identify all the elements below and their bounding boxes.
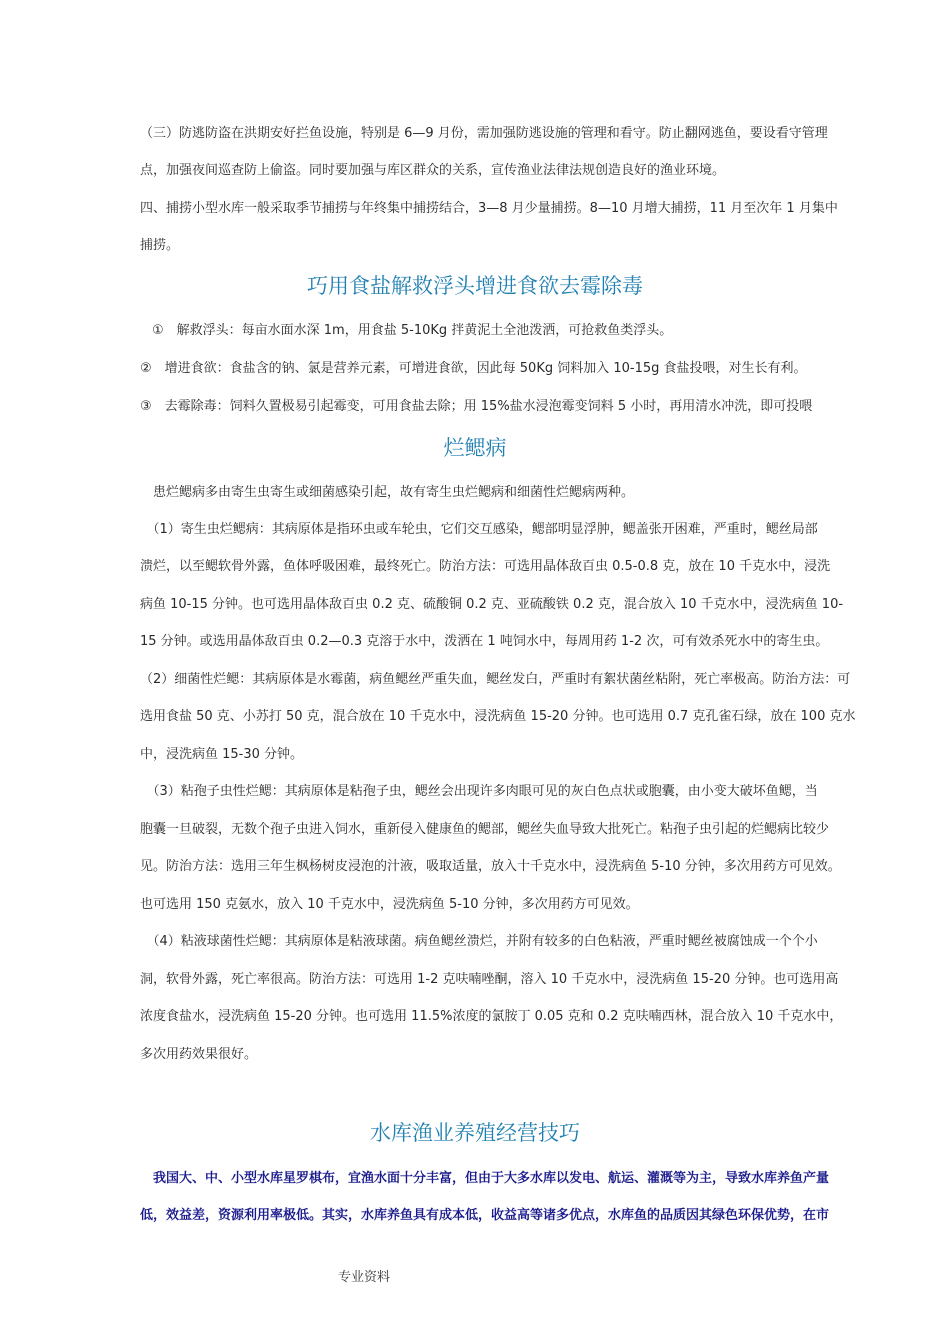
paragraph-line: 浓度食盐水，浸洗病鱼 15-20 分钟。也可选用 11.5%浓度的氯胺丁 0.05 克和 0.2 克呋喃西林，混合放入 10 千克水中， bbox=[140, 1009, 843, 1024]
list-item: ② 增进食欲：食盐含的钠、氯是营养元素，可增进食欲，因此每 50Kg 饲料加入 10-15g 食盐投喂，对生长有利。 bbox=[140, 361, 807, 376]
paragraph-line: 多次用药效果很好。 bbox=[140, 1047, 258, 1062]
paragraph-line: 捕捞。 bbox=[140, 238, 180, 253]
paragraph-line: 点，加强夜间巡查防上偷盗。同时要加强与库区群众的关系，宣传渔业法律法规创造良好的渔业环境。 bbox=[140, 163, 726, 178]
paragraph-line: 中，浸洗病鱼 15-30 分钟。 bbox=[140, 747, 304, 762]
paragraph-line: 溃烂，以至鳃软骨外露，鱼体呼吸困难，最终死亡。防治方法：可选用晶体敌百虫 0.5-0.8 克，放在 10 千克水中，浸洗 bbox=[140, 559, 831, 574]
paragraph-line: （4）粘液球菌性烂鳃：其病原体是粘液球菌。病鱼鳃丝溃烂，并附有较多的白色粘液，严重时鳃丝被腐蚀成一个个小 bbox=[140, 934, 818, 949]
paragraph-line: （三）防逃防盗在洪期安好拦鱼设施，特别是 6—9 月份，需加强防逃设施的管理和看守。防止翻网逃鱼，要设看守管理 bbox=[140, 126, 828, 141]
paragraph-line: （1）寄生虫烂鳃病：其病原体是指环虫或车轮虫，它们交互感染，鳃部明显浮肿，鳃盖张开困难，严重时，鳃丝局部 bbox=[140, 522, 818, 537]
list-item: ① 解救浮头：每亩水面水深 1m，用食盐 5-10Kg 拌黄泥土全池泼洒，可抢救鱼类浮头。 bbox=[152, 323, 673, 338]
paragraph-line: 我国大、中、小型水库星罗棋布，宜渔水面十分丰富，但由于大多水库以发电、航运、灌溉等为主，导致水库养鱼产量 bbox=[140, 1171, 830, 1186]
list-item: ③ 去霉除毒：饲料久置极易引起霉变，可用食盐去除；用 15%盐水浸泡霉变饲料 5 小时，再用清水冲洗，即可投喂 bbox=[140, 399, 813, 414]
paragraph-line: （2）细菌性烂鳃：其病原体是水霉菌，病鱼鳃丝严重失血，鳃丝发白，严重时有絮状菌丝粘附，死亡率极高。防治方法：可 bbox=[140, 672, 851, 687]
page-footer: 专业资料 bbox=[338, 1270, 391, 1285]
section-title-salt: 巧用食盐解救浮头增进食欲去霉除毒 bbox=[307, 274, 643, 298]
paragraph-line: （3）粘孢子虫性烂鳃：其病原体是粘孢子虫，鳃丝会出现许多肉眼可见的灰白色点状或胞囊，由小变大破坏鱼鳃，当 bbox=[140, 784, 818, 799]
section-title-reservoir: 水库渔业养殖经营技巧 bbox=[370, 1121, 580, 1145]
paragraph-line: 也可选用 150 克氨水，放入 10 千克水中，浸洗病鱼 5-10 分钟，多次用药方可见效。 bbox=[140, 897, 639, 912]
paragraph-line: 四、捕捞小型水库一般采取季节捕捞与年终集中捕捞结合，3—8 月少量捕捞。8—10 月增大捕捞，11 月至次年 1 月集中 bbox=[140, 201, 838, 216]
paragraph-line: 选用食盐 50 克、小苏打 50 克，混合放在 10 千克水中，浸洗病鱼 15-20 分钟。也可选用 0.7 克孔雀石绿，放在 100 克水 bbox=[140, 709, 856, 724]
paragraph-line: 15 分钟。或选用晶体敌百虫 0.2—0.3 克溶于水中，泼洒在 1 吨饲水中，每周用药 1-2 次，可有效杀死水中的寄生虫。 bbox=[140, 634, 829, 649]
paragraph-line: 患烂鳃病多由寄生虫寄生或细菌感染引起，故有寄生虫烂鳃病和细菌性烂鳃病两种。 bbox=[140, 485, 635, 500]
paragraph-line: 洞，软骨外露，死亡率很高。防治方法：可选用 1-2 克呋喃唑酮，溶入 10 千克水中，浸洗病鱼 15-20 分钟。也可选用高 bbox=[140, 972, 839, 987]
paragraph-line: 病鱼 10-15 分钟。也可选用晶体敌百虫 0.2 克、硫酸铜 0.2 克、亚硫酸铁 0.2 克，混合放入 10 千克水中，浸洗病鱼 10- bbox=[140, 597, 844, 612]
section-title-gill: 烂鳃病 bbox=[443, 436, 507, 460]
paragraph-line: 胞囊一旦破裂，无数个孢子虫进入饲水，重新侵入健康鱼的鳃部，鳃丝失血导致大批死亡。粘孢子虫引起的烂鳃病比较少 bbox=[140, 822, 830, 837]
paragraph-line: 见。防治方法：选用三年生枫杨树皮浸泡的汁液，吸取适量，放入十千克水中，浸洗病鱼 5-10 分钟，多次用药方可见效。 bbox=[140, 859, 841, 874]
paragraph-line: 低，效益差，资源利用率极低。其实，水库养鱼具有成本低，收益高等诸多优点，水库鱼的品质因其绿色环保优势，在市 bbox=[140, 1208, 830, 1223]
